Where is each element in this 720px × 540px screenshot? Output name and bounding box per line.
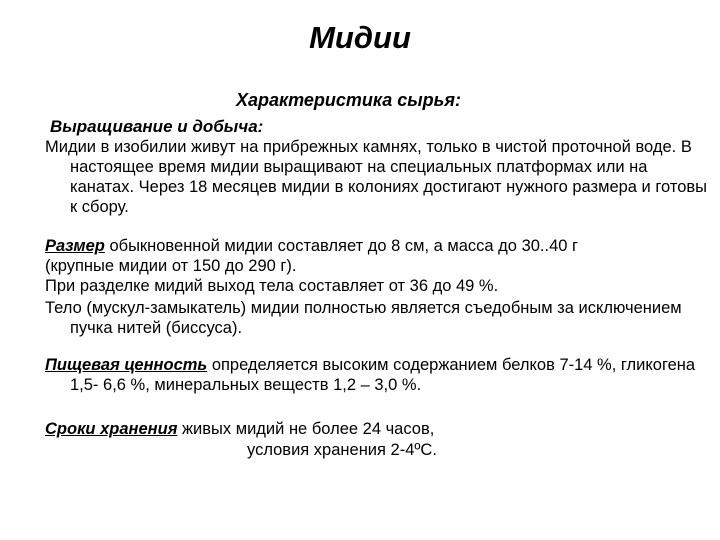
size-line-4: Тело (мускул-замыкатель) мидии полностью является съедобным за исключением пучка нитей (биссуса). [45,299,682,337]
size-paragraph [45,236,685,256]
page-title: Мидии [309,20,411,55]
storage-text: живых мидий не более 24 часов, [177,420,435,438]
nutrition-text: определяется высоким содержанием белков 7-14 %, гликогена 1,5- 6,6 %, минеральных веществ 1,2 – 3,0 %. [70,356,696,394]
size-line-3: При разделке мидий выход тела составляет от 36 до 49 %. [45,277,499,295]
subtitle: Характеристика сырья: [236,90,461,110]
size-text: обыкновенной мидии составляет до 8 см, а масса до 30..40 г [104,237,579,255]
cultivation-heading: Выращивание и добыча: [50,117,264,136]
nutrition-term: Пищевая ценность [45,356,208,374]
size-line-2: (крупные мидии от 150 до 290 г). [45,257,297,275]
nutrition-paragraph [45,355,710,395]
storage-paragraph [45,419,685,439]
storage-conditions: условия хранения 2-4ºС. [247,441,437,459]
size-term: Размер [45,237,105,255]
storage-term: Сроки хранения [45,420,178,438]
cultivation-text: Мидии в изобилии живут на прибрежных камнях, только в чистой проточной воде. В настоящее время мидии выращивают на специальных платформах или на канатах. Через 18 месяцев мидии в колониях достигают нужного размера и готовы к сбору. [45,138,707,216]
